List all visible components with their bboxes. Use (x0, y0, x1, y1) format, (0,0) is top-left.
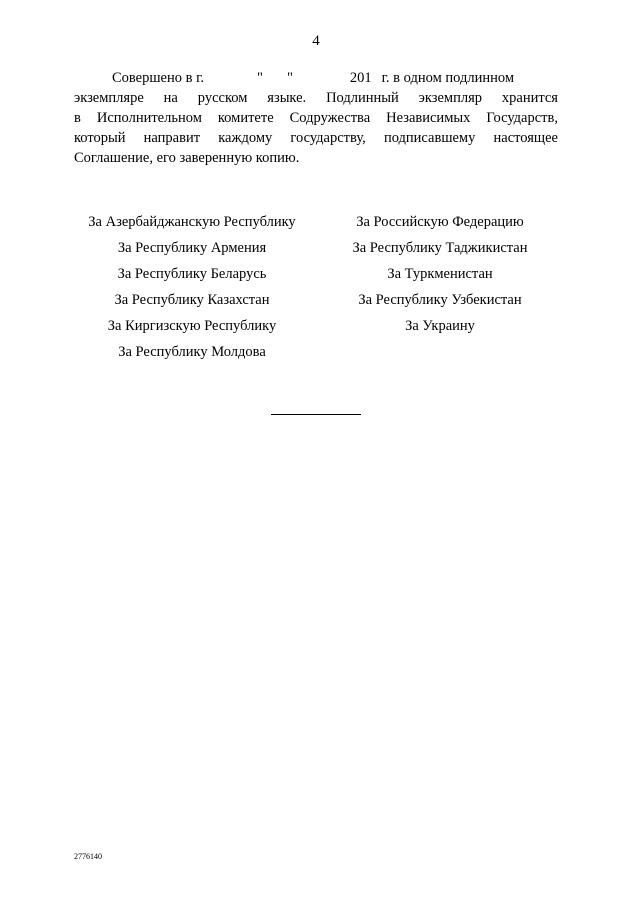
paragraph-word: Исполнительном (96, 110, 202, 126)
signatory-tajikistan: За Республику Таджикистан (352, 240, 528, 256)
signatory-kyrgyzstan: За Киргизскую Республику (107, 318, 277, 334)
signatory-ukraine: За Украину (405, 318, 475, 334)
signatory-belarus: За Республику Беларусь (117, 266, 267, 282)
paragraph-word: хранится (501, 90, 558, 106)
signatory-moldova: За Республику Молдова (118, 344, 266, 360)
page-number: 4 (312, 33, 320, 49)
document-code: 2776140 (74, 852, 102, 861)
paragraph-word: каждому (218, 130, 273, 146)
signatory-kazakhstan: За Республику Казахстан (114, 292, 270, 308)
paragraph-word: экземпляр (418, 90, 483, 106)
paragraph-word: который (74, 130, 126, 146)
closing-paragraph (74, 68, 558, 168)
paragraph-word: Содружества (289, 110, 371, 126)
signatory-armenia: За Республику Армения (117, 240, 267, 256)
paragraph-word: Государств, (486, 110, 558, 126)
signatories-right-column (310, 212, 570, 342)
paragraph-word: Совершено в г. (112, 70, 205, 86)
paragraph-word: Подлинный (326, 90, 399, 106)
paragraph-word: экземпляре (74, 90, 144, 106)
signatory-uzbekistan: За Республику Узбекистан (358, 292, 522, 308)
paragraph-word: русском (197, 90, 248, 106)
paragraph-word: на (163, 90, 178, 106)
open-quote: " (257, 70, 263, 86)
signatory-azerbaijan: За Азербайджанскую Республику (88, 214, 296, 230)
paragraph-line-4 (74, 128, 558, 148)
signatories-left-column (62, 212, 322, 368)
paragraph-word: Независимых (386, 110, 471, 126)
paragraph-text: Соглашение, его заверенную копию. (74, 150, 300, 166)
signatory-russia: За Российскую Федерацию (356, 214, 524, 230)
paragraph-word: подписавшему (383, 130, 476, 146)
paragraph-word: языке. (267, 90, 307, 106)
paragraph-line-1 (74, 68, 558, 88)
year-stub: 201 (349, 70, 372, 86)
paragraph-word: в (74, 110, 81, 126)
paragraph-line-3 (74, 108, 558, 128)
paragraph-line-5 (74, 148, 558, 168)
paragraph-line-2 (74, 88, 558, 108)
signatory-turkmenistan: За Туркменистан (387, 266, 493, 282)
paragraph-word: комитете (217, 110, 274, 126)
close-quote: " (286, 70, 293, 86)
paragraph-word: настоящее (493, 130, 558, 146)
paragraph-word: государству, (290, 130, 366, 146)
closing-divider-line (271, 414, 361, 415)
paragraph-word: направит (143, 130, 201, 146)
paragraph-word: г. в одном подлинном (381, 70, 515, 86)
